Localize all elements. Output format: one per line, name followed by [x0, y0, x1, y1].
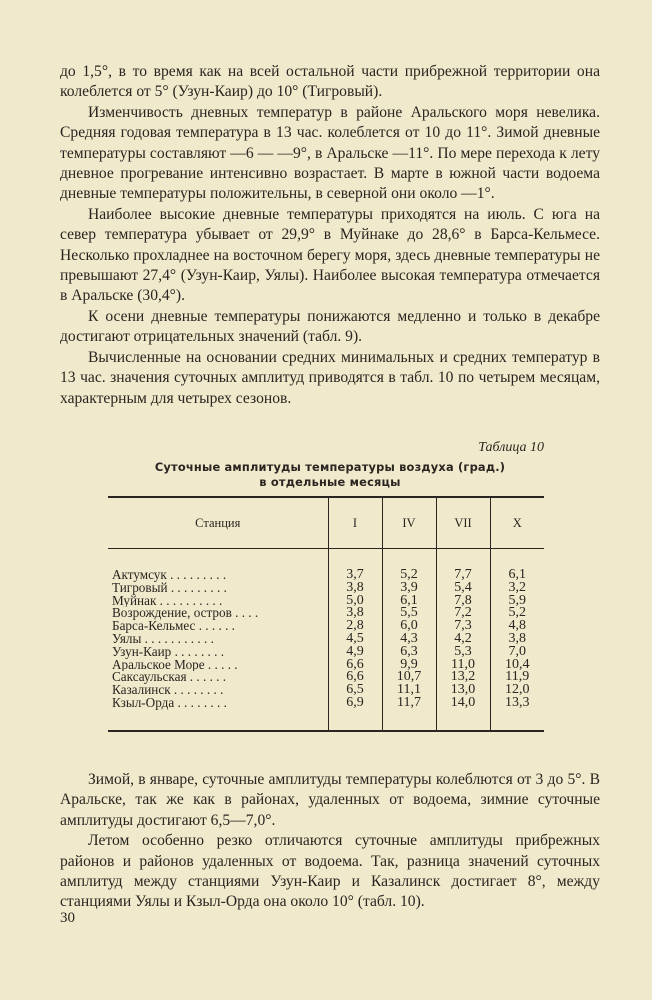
- table-row: [108, 671, 544, 684]
- value-cell: 7,8: [436, 595, 490, 608]
- value-cell: 11,7: [382, 697, 436, 731]
- header-month-i: I: [328, 497, 382, 549]
- value-cell: 11,0: [436, 659, 490, 672]
- paragraph: Летом особенно резко отличаются суточные амплитуды прибрежных районов и районов удаленных от водоема. Так, разница значений суточных амплитуд между станциями Узун-Каир и Казалинск достигает 8°, между станциями Уялы и Кзыл-Орда она около 10° (табл. 10).: [60, 832, 600, 911]
- value-cell: 10,7: [382, 671, 436, 684]
- value-cell: 5,4: [436, 582, 490, 595]
- station-name: Уялы . . . . . . . . . . .: [112, 632, 214, 646]
- value-cell: 4,3: [382, 633, 436, 646]
- value-cell: 12,0: [490, 684, 544, 697]
- page-number: 30: [60, 910, 75, 926]
- station-name: Казалинск . . . . . . . .: [112, 684, 224, 697]
- value-cell: 9,9: [382, 659, 436, 672]
- table-row: [108, 549, 544, 582]
- header-station: Станция: [108, 497, 328, 549]
- table-row: [108, 697, 544, 731]
- value-cell: 5,2: [490, 607, 544, 620]
- paragraph: Изменчивость дневных температур в районе Аральского моря невелика. Средняя годовая температура в 13 час. колеблется от 10 до 11°. Зимой дневные температуры составляют —6 — —9°, в Аральске —11°. По мере перехода к лету дневное прогревание интенсивно возрастает. В марте в южной части водоема дневные температуры положительны, в северной они около —1°.: [60, 103, 600, 203]
- value-cell: 7,7: [436, 549, 490, 582]
- value-cell: 5,5: [382, 607, 436, 620]
- value-cell: 6,3: [382, 646, 436, 659]
- station-name: Актумсук . . . . . . . . .: [112, 567, 227, 582]
- value-cell: 11,9: [490, 671, 544, 684]
- value-cell: 11,1: [382, 684, 436, 697]
- paragraph: Наиболее высокие дневные температуры приходятся на июль. С юга на север температура убывает от 29,9° в Муйнаке до 28,6° в Барса-Кельмесе. Несколько прохладнее на восточном берегу моря, здесь дневные температуры не превышают 27,4° (Узун-Каир, Уялы). Наиболее высокая температура отмечается в Аральске (30,4°).: [60, 205, 600, 305]
- station-name: Муйнак . . . . . . . . . .: [112, 594, 223, 608]
- value-cell: 7,2: [436, 607, 490, 620]
- value-cell: 3,7: [328, 549, 382, 582]
- value-cell: 5,0: [328, 595, 382, 608]
- station-name: Возрождение, остров . . . .: [112, 607, 259, 621]
- table-row: [108, 646, 544, 659]
- table-row: [108, 684, 544, 697]
- value-cell: 3,9: [382, 582, 436, 595]
- value-cell: 10,4: [490, 659, 544, 672]
- value-cell: 6,1: [382, 595, 436, 608]
- table-title: [60, 460, 600, 490]
- value-cell: 3,8: [328, 582, 382, 595]
- table-row: [108, 620, 544, 633]
- body-text-top: [60, 62, 600, 409]
- station-name: Узун-Каир . . . . . . . .: [112, 645, 225, 659]
- body-text-bottom: [60, 770, 600, 913]
- amplitude-table-wrapper: [108, 496, 544, 732]
- table-row: [108, 659, 544, 672]
- value-cell: 6,0: [382, 620, 436, 633]
- value-cell: 5,3: [436, 646, 490, 659]
- paragraph: до 1,5°, в то время как на всей остальной части прибрежной территории она колеблется от 5° (Узун-Каир) до 10° (Тигровый).: [60, 63, 600, 101]
- value-cell: 6,5: [328, 684, 382, 697]
- value-cell: 3,2: [490, 582, 544, 595]
- paragraph: Зимой, в январе, суточные амплитуды температуры колеблются от 3 до 5°. В Аральске, так же как в районах, удаленных от водоема, зимние суточные амплитуды достигают 6,5—7,0°.: [60, 771, 600, 829]
- value-cell: 6,6: [328, 671, 382, 684]
- table-row: [108, 607, 544, 620]
- value-cell: 4,5: [328, 633, 382, 646]
- value-cell: 4,9: [328, 646, 382, 659]
- table-label: Таблица 10: [478, 440, 544, 455]
- value-cell: 4,8: [490, 620, 544, 633]
- table-row: [108, 582, 544, 595]
- value-cell: 14,0: [436, 697, 490, 731]
- paragraph: К осени дневные температуры понижаются медленно и только в декабре достигают отрицательных значений (табл. 9).: [60, 307, 600, 346]
- station-name: Аральское Море . . . . .: [112, 658, 238, 672]
- value-cell: 7,0: [490, 646, 544, 659]
- value-cell: 3,8: [328, 607, 382, 620]
- value-cell: 13,0: [436, 684, 490, 697]
- station-name: Барса-Кельмес . . . . . .: [112, 620, 235, 633]
- amplitude-table: [108, 496, 544, 732]
- table-row: [108, 633, 544, 646]
- table-title-line: Суточные амплитуды температуры воздуха (град.): [154, 460, 506, 474]
- paragraph: Вычисленные на основании средних минимальных и средних температур в 13 час. значения суточных амплитуд приводятся в табл. 10 по четырем месяцам, характерным для четырех сезонов.: [60, 348, 600, 407]
- header-month-x: X: [490, 497, 544, 549]
- value-cell: 13,2: [436, 671, 490, 684]
- station-name: Тигровый . . . . . . . . .: [112, 581, 227, 595]
- value-cell: 6,1: [490, 549, 544, 582]
- value-cell: 7,3: [436, 620, 490, 633]
- value-cell: 6,6: [328, 659, 382, 672]
- header-month-vii: VII: [436, 497, 490, 549]
- header-month-iv: IV: [382, 497, 436, 549]
- table-row: [108, 595, 544, 608]
- value-cell: 2,8: [328, 620, 382, 633]
- value-cell: 13,3: [490, 697, 544, 731]
- station-name: Кзыл-Орда . . . . . . . .: [108, 697, 328, 731]
- value-cell: 5,2: [382, 549, 436, 582]
- table-header-row: [108, 497, 544, 549]
- value-cell: 4,2: [436, 633, 490, 646]
- value-cell: 5,9: [490, 595, 544, 608]
- table-title-line: в отдельные месяцы: [259, 475, 401, 489]
- station-name: Саксаульская . . . . . .: [112, 671, 227, 685]
- value-cell: 3,8: [490, 633, 544, 646]
- value-cell: 6,9: [328, 697, 382, 731]
